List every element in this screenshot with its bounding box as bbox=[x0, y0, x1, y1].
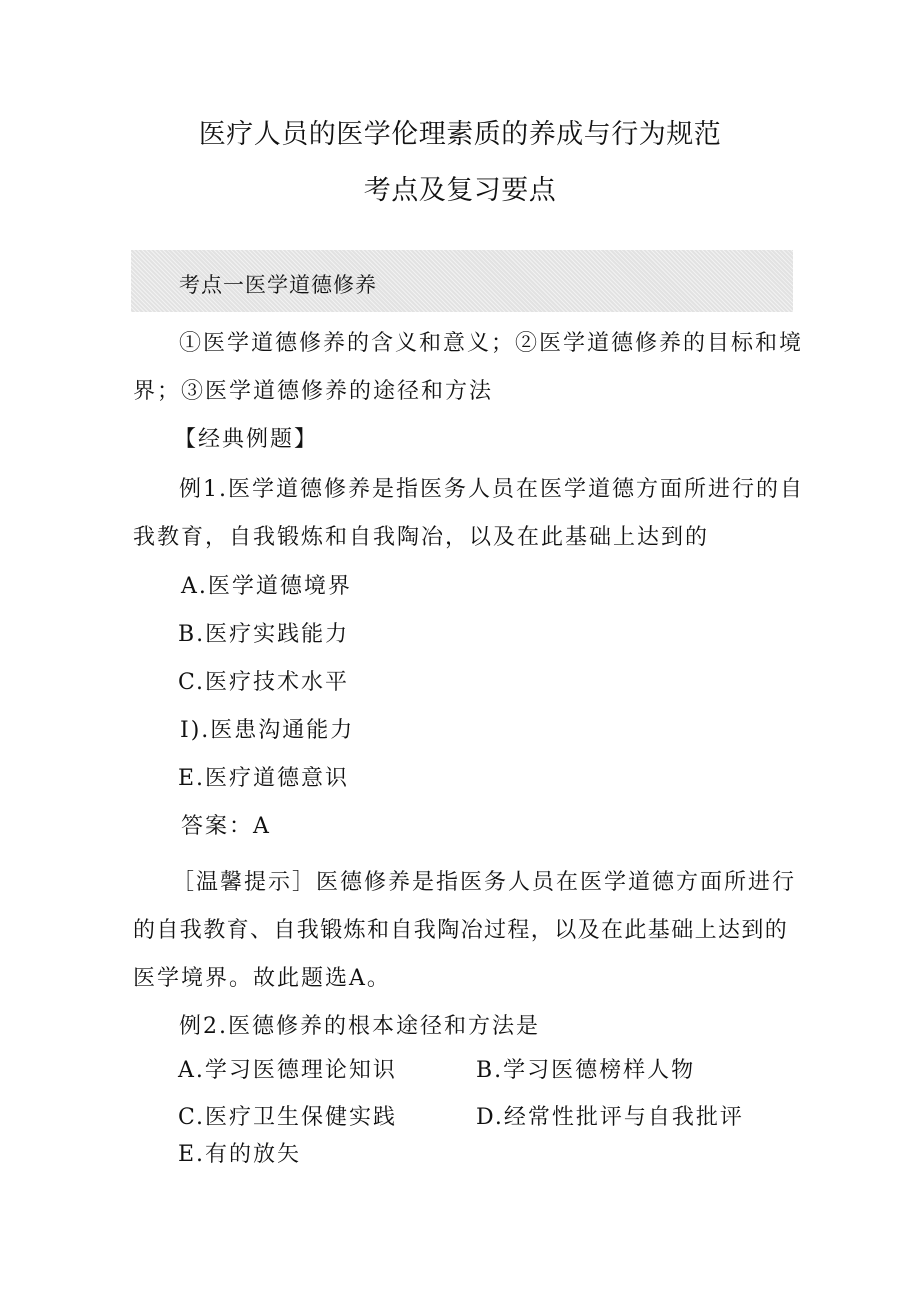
question-1-option-a: A.医学道德境界 bbox=[181, 574, 352, 599]
question-2-option-b: B.学习医德榜样人物 bbox=[476, 1058, 696, 1083]
question-2-stem: 例2.医德修养的根本途径和方法是 bbox=[179, 1014, 540, 1039]
summary-line-1: ①医学道德修养的含义和意义；②医学道德修养的目标和境 bbox=[179, 331, 804, 356]
question-2-option-d: D.经常性批评与自我批评 bbox=[476, 1105, 744, 1130]
summary-line-2: 界；③医学道德修养的途径和方法 bbox=[133, 379, 494, 404]
question-1-stem-line-2: 我教育，自我锻炼和自我陶冶，以及在此基础上达到的 bbox=[133, 525, 710, 550]
question-1-option-c: C.医疗技术水平 bbox=[178, 670, 350, 695]
question-1-tip-line-3: 医学境界。故此题选A。 bbox=[133, 966, 391, 991]
question-2-option-e: E.有的放矢 bbox=[178, 1142, 302, 1167]
section-heading: 考点一医学道德修养 bbox=[179, 273, 377, 297]
question-1-option-d: I).医患沟通能力 bbox=[180, 718, 355, 743]
question-1-answer: 答案：A bbox=[181, 814, 271, 839]
examples-label: 【经典例题】 bbox=[174, 427, 319, 452]
document-title-line-2: 考点及复习要点 bbox=[363, 175, 557, 206]
section-banner bbox=[131, 250, 793, 312]
document-title-line-1: 医疗人员的医学伦理素质的养成与行为规范 bbox=[198, 119, 722, 150]
question-1-option-b: B.医疗实践能力 bbox=[178, 622, 350, 647]
question-1-stem-line-1: 例1.医学道德修养是指医务人员在医学道德方面所进行的自 bbox=[179, 477, 804, 502]
question-1-option-e: E.医疗道德意识 bbox=[178, 766, 350, 791]
question-1-tip-line-1: ［温馨提示］医德修养是指医务人员在医学道德方面所进行 bbox=[172, 870, 797, 895]
question-1-tip-line-2: 的自我教育、自我锻炼和自我陶冶过程，以及在此基础上达到的 bbox=[133, 918, 789, 943]
question-2-option-c: C.医疗卫生保健实践 bbox=[178, 1105, 398, 1130]
question-2-option-a: A.学习医德理论知识 bbox=[178, 1058, 397, 1083]
